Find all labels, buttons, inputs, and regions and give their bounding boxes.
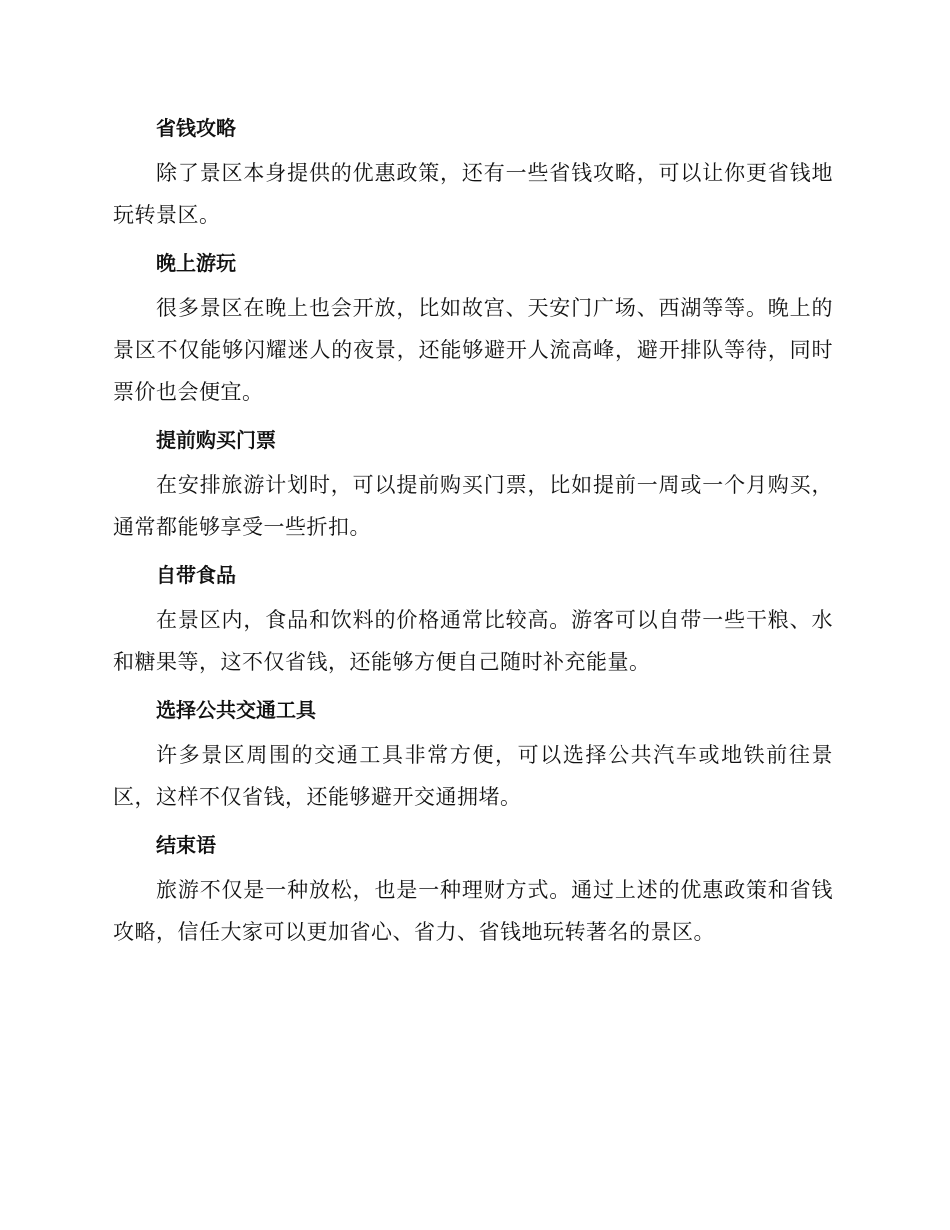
section-paragraph: 在安排旅游计划时，可以提前购买门票，比如提前一周或一个月购买，通常都能够享受一些折扣。 [113,473,833,539]
section-paragraph: 在景区内，食品和饮料的价格通常比较高。游客可以自带一些干粮、水和糖果等，这不仅省钱，还能够方便自己随时补充能量。 [113,608,833,674]
section-heading: 省钱攻略 [156,116,236,140]
section-heading: 晚上游玩 [156,251,236,275]
section-heading: 提前购买门票 [156,428,276,452]
section-heading: 结束语 [156,833,216,857]
section-paragraph: 很多景区在晚上也会开放，比如故宫、天安门广场、西湖等等。晚上的景区不仅能够闪耀迷人的夜景，还能够避开人流高峰，避开排队等待，同时票价也会便宜。 [113,296,833,404]
section-paragraph: 许多景区周围的交通工具非常方便，可以选择公共汽车或地铁前往景区，这样不仅省钱，还能够避开交通拥堵。 [113,743,833,809]
section-paragraph: 旅游不仅是一种放松，也是一种理财方式。通过上述的优惠政策和省钱攻略，信任大家可以更加省心、省力、省钱地玩转著名的景区。 [113,878,833,944]
section-conclusion [113,825,833,953]
document-page [113,108,833,960]
section-buy-tickets-early [113,420,833,548]
section-public-transport [113,690,833,818]
section-paragraph: 除了景区本身提供的优惠政策，还有一些省钱攻略，可以让你更省钱地玩转景区。 [113,161,833,227]
section-night-visit [113,243,833,413]
section-bring-food [113,555,833,683]
section-heading: 选择公共交通工具 [156,698,316,722]
section-heading: 自带食品 [156,563,236,587]
section-money-saving-tips [113,108,833,236]
